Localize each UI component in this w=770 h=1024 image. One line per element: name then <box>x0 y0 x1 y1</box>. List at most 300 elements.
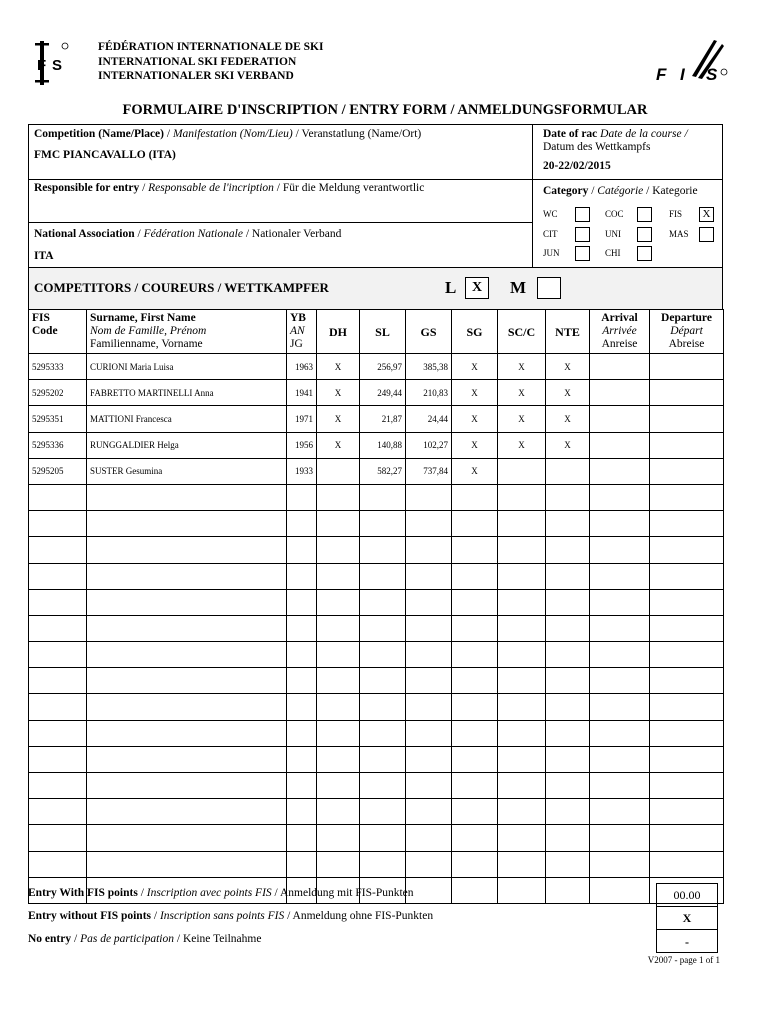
cell-departure[interactable] <box>650 537 724 563</box>
svg-text:S: S <box>52 57 63 74</box>
table-row <box>29 458 724 484</box>
cell-scc[interactable] <box>498 825 546 851</box>
category-option-chi[interactable]: CHI <box>605 246 652 261</box>
national-box <box>28 222 533 268</box>
cell-fis-code[interactable] <box>29 642 87 668</box>
cell-sl[interactable]: 140,88 <box>360 432 406 458</box>
cell-sl[interactable] <box>360 825 406 851</box>
cell-gs[interactable] <box>406 537 452 563</box>
cell-sl[interactable] <box>360 799 406 825</box>
cell-yb[interactable] <box>287 537 317 563</box>
cell-scc[interactable] <box>498 851 546 877</box>
cell-gs[interactable] <box>406 484 452 510</box>
cell-arrival[interactable] <box>590 432 650 458</box>
cell-nte[interactable] <box>546 720 590 746</box>
checkbox-wc[interactable] <box>575 207 590 222</box>
cell-gs[interactable]: 385,38 <box>406 354 452 380</box>
cell-dh[interactable] <box>317 668 360 694</box>
cell-dh[interactable] <box>317 563 360 589</box>
cell-gs[interactable] <box>406 589 452 615</box>
cell-fis-code[interactable] <box>29 825 87 851</box>
cell-dh[interactable] <box>317 720 360 746</box>
cell-arrival[interactable] <box>590 380 650 406</box>
cell-departure[interactable] <box>650 511 724 537</box>
cell-nte[interactable] <box>546 537 590 563</box>
cell-arrival[interactable] <box>590 537 650 563</box>
cell-sg[interactable]: X <box>452 354 498 380</box>
cell-departure[interactable] <box>650 720 724 746</box>
competition-value[interactable]: FMC PIANCAVALLO (ITA) <box>34 149 176 161</box>
cell-dh[interactable] <box>317 589 360 615</box>
cell-fis-code[interactable]: 5295205 <box>29 458 87 484</box>
empty-table-row <box>29 563 724 589</box>
cell-gs[interactable] <box>406 511 452 537</box>
header-sg: SG <box>452 310 498 354</box>
category-option-jun[interactable]: JUN <box>543 246 590 261</box>
cell-scc[interactable] <box>498 877 546 903</box>
cell-nte[interactable]: X <box>546 432 590 458</box>
cell-name[interactable] <box>87 537 287 563</box>
cell-dh[interactable] <box>317 511 360 537</box>
cell-fis-code[interactable] <box>29 851 87 877</box>
empty-table-row <box>29 720 724 746</box>
cell-departure[interactable] <box>650 851 724 877</box>
cell-dh[interactable] <box>317 773 360 799</box>
empty-table-row <box>29 746 724 772</box>
cell-yb[interactable] <box>287 720 317 746</box>
no-entry-value[interactable]: - <box>656 929 718 953</box>
cell-yb[interactable] <box>287 799 317 825</box>
cell-scc[interactable] <box>498 458 546 484</box>
cell-yb[interactable] <box>287 615 317 641</box>
cell-arrival[interactable] <box>590 511 650 537</box>
cell-arrival[interactable] <box>590 720 650 746</box>
checkbox-coc[interactable] <box>637 207 652 222</box>
cell-fis-code[interactable]: 5295336 <box>29 432 87 458</box>
cell-arrival[interactable] <box>590 825 650 851</box>
cell-sl[interactable] <box>360 537 406 563</box>
svg-text:F: F <box>37 57 47 74</box>
cell-scc[interactable] <box>498 511 546 537</box>
cell-dh[interactable] <box>317 746 360 772</box>
cell-dh[interactable] <box>317 484 360 510</box>
cell-name[interactable]: RUNGGALDIER Helga <box>87 432 287 458</box>
cell-sg[interactable] <box>452 668 498 694</box>
cell-fis-code[interactable] <box>29 799 87 825</box>
cell-name[interactable] <box>87 746 287 772</box>
cell-nte[interactable] <box>546 484 590 510</box>
empty-table-row <box>29 484 724 510</box>
cell-sg[interactable]: X <box>452 458 498 484</box>
cell-arrival[interactable] <box>590 458 650 484</box>
cell-yb[interactable]: 1933 <box>287 458 317 484</box>
header-name: Surname, First Name Nom de Famille, Prénom Familienname, Vorname <box>87 310 287 354</box>
cell-sg[interactable] <box>452 773 498 799</box>
cell-nte[interactable] <box>546 851 590 877</box>
cell-gs[interactable] <box>406 773 452 799</box>
cell-gs[interactable] <box>406 825 452 851</box>
cell-gs[interactable] <box>406 799 452 825</box>
header-gs: GS <box>406 310 452 354</box>
cell-sg[interactable] <box>452 825 498 851</box>
version-page-label: V2007 - page 1 of 1 <box>647 955 720 965</box>
entry-without-points-value[interactable]: X <box>656 906 718 930</box>
cell-fis-code[interactable] <box>29 694 87 720</box>
cell-departure[interactable] <box>650 432 724 458</box>
national-value[interactable]: ITA <box>34 250 54 262</box>
header-departure: Departure Départ Abreise <box>650 310 724 354</box>
cell-gs[interactable] <box>406 563 452 589</box>
cell-gs[interactable]: 737,84 <box>406 458 452 484</box>
competition-box <box>28 124 533 180</box>
cell-departure[interactable] <box>650 380 724 406</box>
cell-name[interactable] <box>87 773 287 799</box>
cell-dh[interactable]: X <box>317 406 360 432</box>
cell-yb[interactable] <box>287 484 317 510</box>
cell-nte[interactable] <box>546 825 590 851</box>
cell-sg[interactable]: X <box>452 380 498 406</box>
table-row <box>29 406 724 432</box>
cell-arrival[interactable] <box>590 406 650 432</box>
cell-nte[interactable] <box>546 642 590 668</box>
cell-arrival[interactable] <box>590 668 650 694</box>
cell-sl[interactable] <box>360 484 406 510</box>
cell-sg[interactable] <box>452 694 498 720</box>
header-yb: YB AN JG <box>287 310 317 354</box>
cell-scc[interactable]: X <box>498 432 546 458</box>
cell-scc[interactable] <box>498 668 546 694</box>
header-dh: DH <box>317 310 360 354</box>
cell-sg[interactable] <box>452 563 498 589</box>
date-label-de: Datum des Wettkampfs <box>543 141 651 153</box>
cell-yb[interactable] <box>287 825 317 851</box>
category-option-mas[interactable]: MAS <box>669 227 714 242</box>
cell-sg[interactable] <box>452 877 498 903</box>
cell-departure[interactable] <box>650 642 724 668</box>
cell-name[interactable] <box>87 668 287 694</box>
empty-table-row <box>29 799 724 825</box>
cell-scc[interactable] <box>498 589 546 615</box>
competitors-bar <box>28 267 723 310</box>
cell-dh[interactable] <box>317 615 360 641</box>
cell-departure[interactable] <box>650 825 724 851</box>
cell-sl[interactable] <box>360 642 406 668</box>
cell-fis-code[interactable] <box>29 746 87 772</box>
empty-table-row <box>29 773 724 799</box>
cell-departure[interactable] <box>650 458 724 484</box>
gender-l-checkbox[interactable]: X <box>465 277 489 299</box>
cell-name[interactable] <box>87 484 287 510</box>
cell-name[interactable] <box>87 563 287 589</box>
cell-scc[interactable] <box>498 615 546 641</box>
table-row <box>29 432 724 458</box>
header-fis-code: FIS Code <box>29 310 87 354</box>
cell-sg[interactable]: X <box>452 432 498 458</box>
cell-departure[interactable] <box>650 746 724 772</box>
category-option-fis[interactable]: FIS X <box>669 207 714 222</box>
cell-gs[interactable] <box>406 615 452 641</box>
cell-nte[interactable]: X <box>546 406 590 432</box>
cell-arrival[interactable] <box>590 851 650 877</box>
cell-dh[interactable]: X <box>317 380 360 406</box>
cell-arrival[interactable] <box>590 877 650 903</box>
cell-arrival[interactable] <box>590 642 650 668</box>
cell-gs[interactable] <box>406 642 452 668</box>
cell-sl[interactable] <box>360 668 406 694</box>
cell-sg[interactable] <box>452 746 498 772</box>
cell-yb[interactable] <box>287 746 317 772</box>
gender-m-checkbox[interactable] <box>537 277 561 299</box>
cell-sl[interactable] <box>360 694 406 720</box>
cell-fis-code[interactable] <box>29 537 87 563</box>
cell-sg[interactable]: X <box>452 406 498 432</box>
cell-gs[interactable] <box>406 668 452 694</box>
cell-yb[interactable]: 1956 <box>287 432 317 458</box>
cell-sl[interactable]: 256,97 <box>360 354 406 380</box>
cell-nte[interactable] <box>546 877 590 903</box>
cell-yb[interactable] <box>287 511 317 537</box>
cell-nte[interactable]: X <box>546 380 590 406</box>
checkbox-fis[interactable]: X <box>699 207 714 222</box>
cell-gs[interactable]: 210,83 <box>406 380 452 406</box>
cell-sg[interactable] <box>452 799 498 825</box>
cell-arrival[interactable] <box>590 799 650 825</box>
cell-gs[interactable] <box>406 851 452 877</box>
cell-name[interactable] <box>87 851 287 877</box>
empty-table-row <box>29 642 724 668</box>
checkbox-jun[interactable] <box>575 246 590 261</box>
cell-nte[interactable] <box>546 694 590 720</box>
cell-sg[interactable] <box>452 642 498 668</box>
cell-gs[interactable] <box>406 746 452 772</box>
date-value[interactable]: 20-22/02/2015 <box>543 160 611 172</box>
cell-scc[interactable] <box>498 799 546 825</box>
cell-fis-code[interactable] <box>29 484 87 510</box>
cell-fis-code[interactable] <box>29 563 87 589</box>
cell-sl[interactable] <box>360 511 406 537</box>
cell-departure[interactable] <box>650 484 724 510</box>
cell-name[interactable] <box>87 589 287 615</box>
cell-sl[interactable]: 249,44 <box>360 380 406 406</box>
cell-sl[interactable] <box>360 563 406 589</box>
competitors-table-body <box>29 354 724 904</box>
cell-sl[interactable] <box>360 615 406 641</box>
cell-scc[interactable] <box>498 746 546 772</box>
cell-dh[interactable] <box>317 694 360 720</box>
cell-name[interactable] <box>87 694 287 720</box>
cell-name[interactable] <box>87 825 287 851</box>
cell-dh[interactable] <box>317 825 360 851</box>
cell-sg[interactable] <box>452 720 498 746</box>
cell-dh[interactable] <box>317 537 360 563</box>
empty-table-row <box>29 615 724 641</box>
cell-arrival[interactable] <box>590 354 650 380</box>
fis-logo-right <box>652 36 732 88</box>
cell-yb[interactable] <box>287 668 317 694</box>
cell-gs[interactable]: 24,44 <box>406 406 452 432</box>
gender-m-label: M <box>510 278 527 297</box>
checkbox-cit[interactable] <box>575 227 590 242</box>
cell-sl[interactable]: 582,27 <box>360 458 406 484</box>
cell-name[interactable] <box>87 799 287 825</box>
competitors-title: COMPETITORS / COUREURS / WETTKAMPFER <box>34 280 329 295</box>
cell-departure[interactable] <box>650 406 724 432</box>
cell-dh[interactable]: X <box>317 432 360 458</box>
category-option-wc[interactable]: WC <box>543 207 590 222</box>
responsible-label: Responsible for entry / Responsable de l'incription / Für die Meldung verantwortlic <box>34 182 425 194</box>
cell-nte[interactable] <box>546 458 590 484</box>
cell-gs[interactable] <box>406 720 452 746</box>
table-row <box>29 380 724 406</box>
cell-name[interactable] <box>87 642 287 668</box>
svg-text:S: S <box>706 65 718 84</box>
fis-logo-left <box>32 40 72 86</box>
empty-table-row <box>29 825 724 851</box>
header-arrival: Arrival Arrivée Anreise <box>590 310 650 354</box>
svg-text:I: I <box>680 65 685 84</box>
cell-arrival[interactable] <box>590 615 650 641</box>
cell-scc[interactable]: X <box>498 380 546 406</box>
category-option-cit[interactable]: CIT <box>543 227 590 242</box>
date-box <box>532 124 723 180</box>
cell-yb[interactable] <box>287 851 317 877</box>
cell-dh[interactable] <box>317 799 360 825</box>
cell-arrival[interactable] <box>590 563 650 589</box>
cell-dh[interactable] <box>317 851 360 877</box>
cell-departure[interactable] <box>650 615 724 641</box>
cell-name[interactable]: CURIONI Maria Luisa <box>87 354 287 380</box>
cell-arrival[interactable] <box>590 773 650 799</box>
cell-yb[interactable] <box>287 563 317 589</box>
cell-nte[interactable] <box>546 563 590 589</box>
cell-departure[interactable] <box>650 773 724 799</box>
cell-arrival[interactable] <box>590 746 650 772</box>
cell-gs[interactable]: 102,27 <box>406 432 452 458</box>
cell-nte[interactable] <box>546 668 590 694</box>
empty-table-row <box>29 511 724 537</box>
cell-scc[interactable] <box>498 720 546 746</box>
cell-dh[interactable] <box>317 458 360 484</box>
cell-nte[interactable] <box>546 746 590 772</box>
cell-fis-code[interactable]: 5295202 <box>29 380 87 406</box>
cell-scc[interactable]: X <box>498 406 546 432</box>
cell-name[interactable] <box>87 511 287 537</box>
empty-table-row <box>29 694 724 720</box>
organization-names <box>98 40 323 84</box>
cell-yb[interactable] <box>287 589 317 615</box>
cell-departure[interactable] <box>650 799 724 825</box>
cell-sl[interactable] <box>360 773 406 799</box>
category-option-coc[interactable]: COC <box>605 207 652 222</box>
cell-scc[interactable] <box>498 773 546 799</box>
cell-nte[interactable]: X <box>546 354 590 380</box>
checkbox-uni[interactable] <box>637 227 652 242</box>
cell-sg[interactable] <box>452 589 498 615</box>
cell-sl[interactable]: 21,87 <box>360 406 406 432</box>
cell-sl[interactable] <box>360 746 406 772</box>
cell-name[interactable]: MATTIONI Francesca <box>87 406 287 432</box>
cell-yb[interactable]: 1963 <box>287 354 317 380</box>
cell-nte[interactable] <box>546 615 590 641</box>
cell-yb[interactable]: 1971 <box>287 406 317 432</box>
cell-sg[interactable] <box>452 537 498 563</box>
cell-nte[interactable] <box>546 799 590 825</box>
cell-arrival[interactable] <box>590 589 650 615</box>
cell-sg[interactable] <box>452 615 498 641</box>
cell-departure[interactable] <box>650 354 724 380</box>
cell-departure[interactable] <box>650 668 724 694</box>
cell-nte[interactable] <box>546 589 590 615</box>
cell-fis-code[interactable] <box>29 720 87 746</box>
cell-yb[interactable] <box>287 773 317 799</box>
cell-nte[interactable] <box>546 511 590 537</box>
national-label: National Association / Fédération Nationale / Nationaler Verband <box>34 228 342 240</box>
cell-sl[interactable] <box>360 589 406 615</box>
cell-name[interactable]: SUSTER Gesumina <box>87 458 287 484</box>
category-option-uni[interactable]: UNI <box>605 227 652 242</box>
cell-fis-code[interactable] <box>29 511 87 537</box>
cell-fis-code[interactable]: 5295333 <box>29 354 87 380</box>
org-name-en: INTERNATIONAL SKI FEDERATION <box>98 55 297 68</box>
header-sl: SL <box>360 310 406 354</box>
entry-with-points-value[interactable]: 00.00 <box>656 883 718 907</box>
org-name-fr: FÉDÉRATION INTERNATIONALE DE SKI <box>98 41 324 53</box>
cell-gs[interactable] <box>406 694 452 720</box>
cell-scc[interactable] <box>498 537 546 563</box>
competitors-table <box>28 309 724 904</box>
cell-sg[interactable] <box>452 484 498 510</box>
cell-sl[interactable] <box>360 720 406 746</box>
cell-name[interactable] <box>87 720 287 746</box>
cell-scc[interactable] <box>498 642 546 668</box>
cell-departure[interactable] <box>650 694 724 720</box>
checkbox-chi[interactable] <box>637 246 652 261</box>
cell-arrival[interactable] <box>590 484 650 510</box>
cell-scc[interactable]: X <box>498 354 546 380</box>
table-header-row <box>29 310 724 354</box>
cell-arrival[interactable] <box>590 694 650 720</box>
cell-yb[interactable]: 1941 <box>287 380 317 406</box>
cell-fis-code[interactable] <box>29 615 87 641</box>
cell-fis-code[interactable] <box>29 668 87 694</box>
empty-table-row <box>29 589 724 615</box>
cell-scc[interactable] <box>498 563 546 589</box>
form-title: FORMULAIRE D'INSCRIPTION / ENTRY FORM / ANMELDUNGSFORMULAR <box>122 102 648 118</box>
cell-dh[interactable] <box>317 642 360 668</box>
cell-yb[interactable] <box>287 642 317 668</box>
cell-departure[interactable] <box>650 563 724 589</box>
cell-fis-code[interactable]: 5295351 <box>29 406 87 432</box>
cell-scc[interactable] <box>498 694 546 720</box>
cell-nte[interactable] <box>546 773 590 799</box>
cell-sl[interactable] <box>360 851 406 877</box>
cell-fis-code[interactable] <box>29 589 87 615</box>
header-scc: SC/C <box>498 310 546 354</box>
cell-name[interactable]: FABRETTO MARTINELLI Anna <box>87 380 287 406</box>
cell-name[interactable] <box>87 615 287 641</box>
checkbox-mas[interactable] <box>699 227 714 242</box>
competition-label: Competition (Name/Place) / Manifestation (Nom/Lieu) / Veranstatlung (Name/Ort) <box>34 128 422 140</box>
no-entry-label: No entry / Pas de participation / Keine Teilnahme <box>28 933 262 945</box>
responsible-box <box>28 179 533 223</box>
cell-yb[interactable] <box>287 694 317 720</box>
cell-departure[interactable] <box>650 589 724 615</box>
cell-sg[interactable] <box>452 511 498 537</box>
cell-fis-code[interactable] <box>29 773 87 799</box>
cell-dh[interactable]: X <box>317 354 360 380</box>
cell-scc[interactable] <box>498 484 546 510</box>
cell-sg[interactable] <box>452 851 498 877</box>
